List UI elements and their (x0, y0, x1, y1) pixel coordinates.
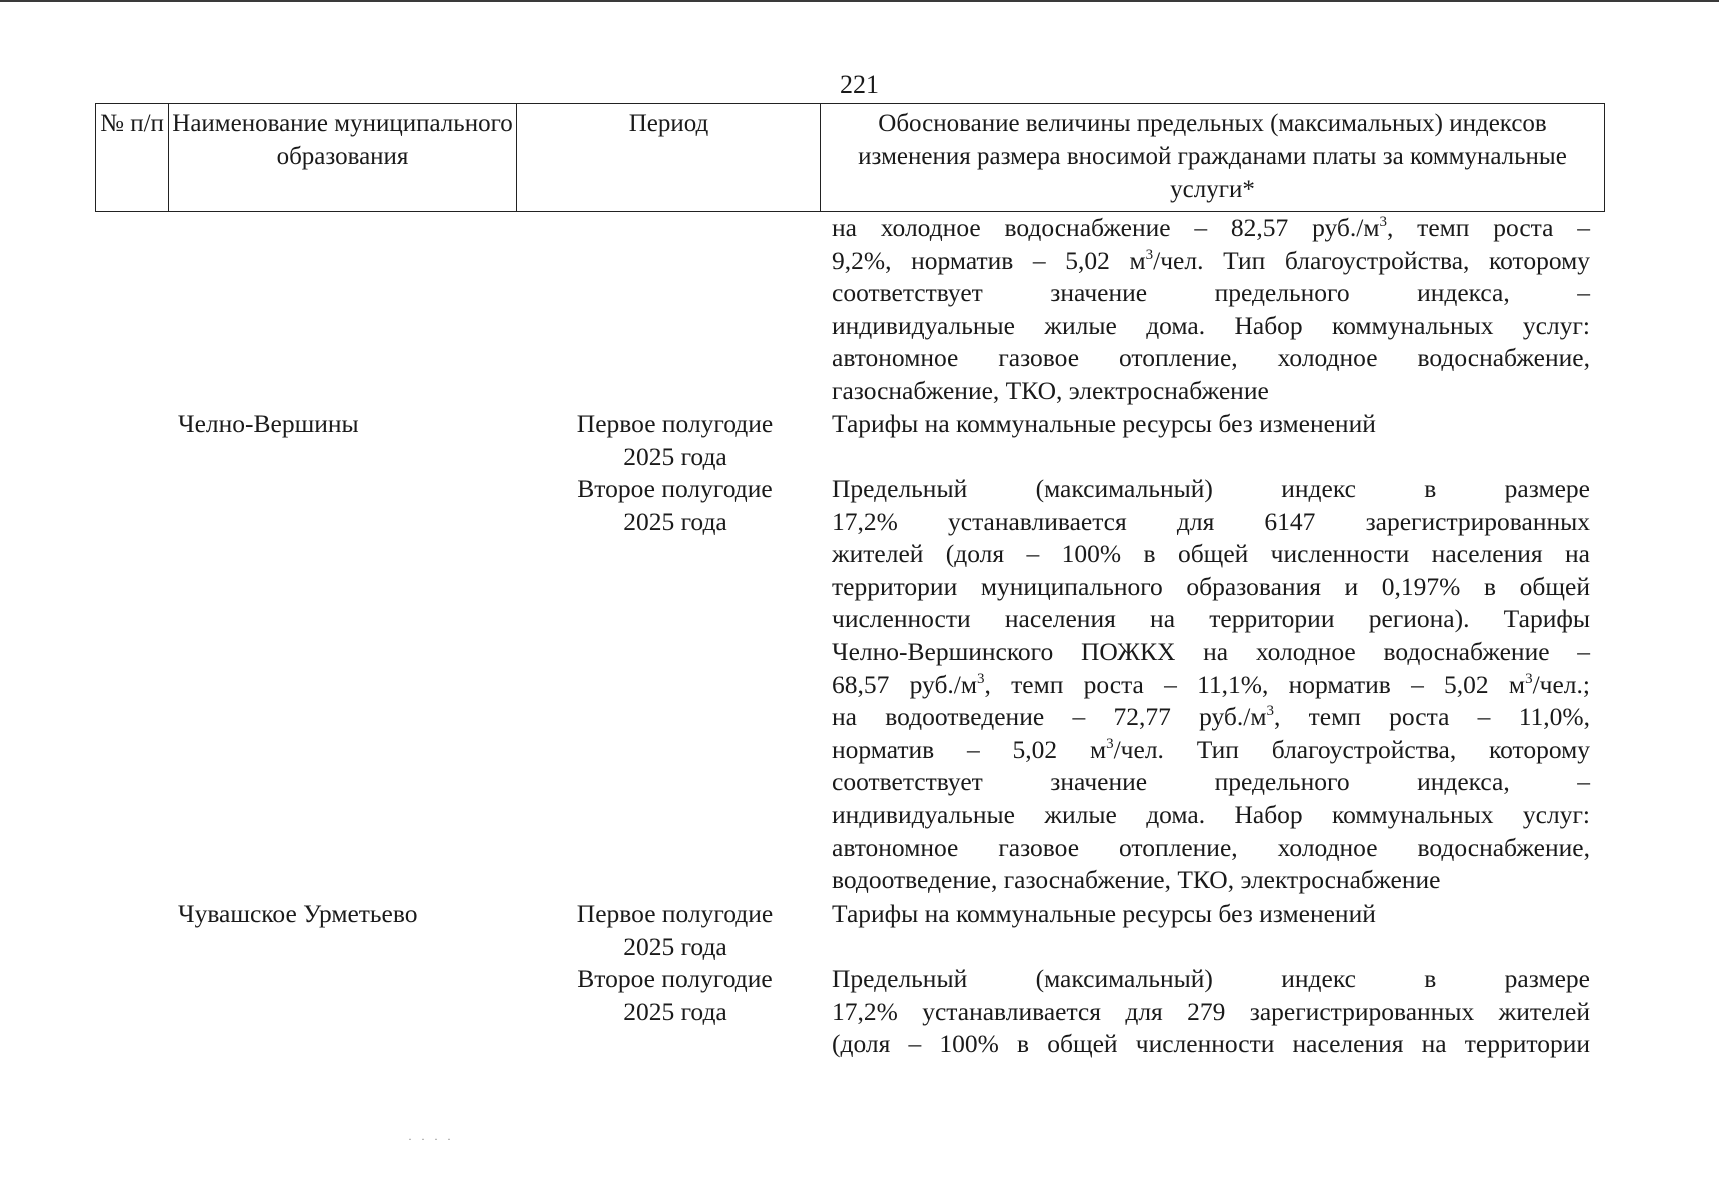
basis-cell (832, 963, 1590, 1061)
period-year: 2025 года (623, 931, 727, 961)
municipality-name: Челно-Вершины (178, 409, 359, 438)
text-line: автономное газовое отопление, холодное водоснабжение, (832, 343, 1590, 373)
text-line: на водоотведение – 72,77 $руб./м^3$, темп роста – 11,0%, (832, 702, 1590, 732)
period-cell (525, 963, 825, 1028)
table-header (95, 103, 1605, 212)
header-col-period: Период (517, 104, 821, 211)
text-line: индивидуальные жилые дома. Набор коммунальных услуг: (832, 310, 1590, 340)
text-line: 17,2% устанавливается для 6147 зарегистрированных (832, 506, 1590, 536)
period-label: Первое полугодие (576, 409, 774, 438)
text-line: 9,2%, норматив – 5,02 $м^3$/чел. Тип благоустройства, которому (832, 245, 1590, 275)
text-line: Тарифы на коммунальные ресурсы без изменений (832, 899, 1376, 928)
text-line: водоотведение, газоснабжение, ТКО, электроснабжение (832, 865, 1441, 895)
text-line: численности населения на территории региона). Тарифы (832, 604, 1590, 634)
municipality-name: Чувашское Урметьево (178, 899, 418, 928)
text-line: Тарифы на коммунальные ресурсы без изменений (832, 409, 1376, 438)
scan-artifact: · · · · (408, 1132, 454, 1146)
text-line: территории муниципального образования и 0,197% в общей (832, 571, 1590, 601)
header-col-municipality: Наименование муниципального образования (169, 104, 517, 211)
period-label: Первое полугодие (576, 899, 774, 928)
header-col-number: № п/п (96, 104, 169, 211)
text-line: Предельный (максимальный) индекс в размере (832, 964, 1590, 993)
text-line: 68,57 $руб./м^3$, темп роста – 11,1%, норматив – 5,02 $м^3$/чел.; (832, 669, 1590, 699)
text-line: соответствует значение предельного индекса, – (832, 767, 1590, 797)
period-label: Второе полугодие (577, 474, 773, 503)
text-line: жителей (доля – 100% в общей численности населения на (832, 539, 1590, 569)
continuation-text (832, 212, 1590, 408)
text-line: на холодное водоснабжение – 82,57 $руб./м^3$, темп роста – (832, 213, 1590, 242)
text-line: индивидуальные жилые дома. Набор коммунальных услуг: (832, 799, 1590, 829)
text-line: 17,2% устанавливается для 279 зарегистрированных жителей (832, 996, 1590, 1026)
text-line: Предельный (максимальный) индекс в размере (832, 474, 1590, 503)
period-year: 2025 года (623, 441, 727, 471)
text-line: газоснабжение, ТКО, электроснабжение (832, 375, 1269, 405)
text-line: Челно-Вершинского ПОЖКХ на холодное водоснабжение – (832, 636, 1590, 666)
header-col-basis: Обоснование величины предельных (максимальных) индексов изменения размера вносимой гражданами платы за коммунальные услуги* (858, 110, 1567, 203)
text-line: соответствует значение предельного индекса, – (832, 278, 1590, 308)
basis-cell (832, 898, 1590, 931)
period-cell (525, 408, 825, 473)
scan-top-edge (0, 0, 1719, 2)
period-label: Второе полугодие (577, 964, 773, 993)
period-year: 2025 года (623, 996, 727, 1026)
page-number: 221 (840, 70, 879, 99)
text-line: автономное газовое отопление, холодное водоснабжение, (832, 832, 1590, 862)
text-line: (доля – 100% в общей численности населения на территории (832, 1029, 1590, 1059)
period-cell (525, 473, 825, 538)
period-cell (525, 898, 825, 963)
period-year: 2025 года (623, 506, 727, 536)
basis-cell (832, 473, 1590, 897)
basis-cell (832, 408, 1590, 441)
text-line: норматив – 5,02 $м^3$/чел. Тип благоустройства, которому (832, 734, 1590, 764)
